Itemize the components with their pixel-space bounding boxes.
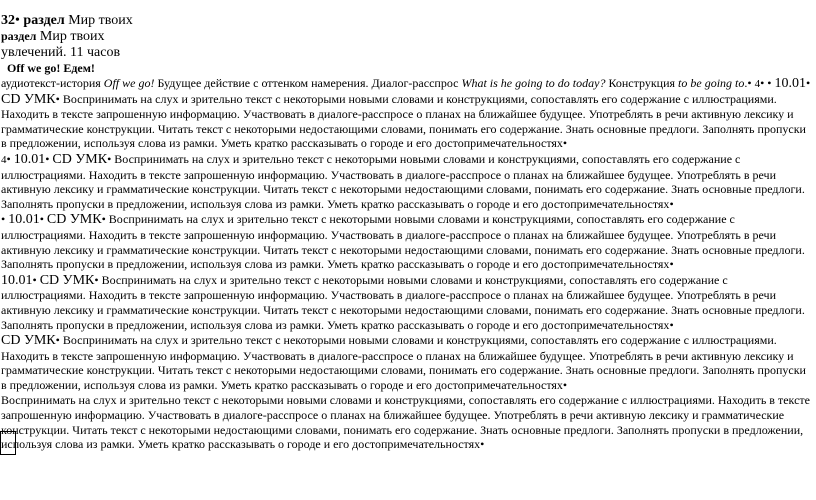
bullet: • <box>6 151 11 166</box>
bullet: • <box>45 151 50 166</box>
date: 10.01 <box>8 212 40 228</box>
bullet: • <box>669 196 674 211</box>
row-paragraph-5 <box>1 393 811 451</box>
date: 10.01 <box>13 151 46 167</box>
row-paragraph-3 <box>1 273 811 332</box>
bullet: • <box>562 136 568 151</box>
table-cell-border <box>0 431 16 455</box>
activity-description: Воспринимать на слух и зрительно текст с некоторыми новыми словами и конструкциями, сопоставлять его содержание с иллюстрациями. Находить в тексте запрошенную информацию. Участвовать в диалоге-расспросе о планах на ближайшее будущее. Употреблять в речи активную лексику и грамматические конструкции. Читать текст с некоторыми недостающими словами, понимать его содержание. Знать основные предлоги. Заполнять пропуски в предложении, используя слова из рамки. Уметь кратко рассказывать о городе и его достопримечательностях <box>1 151 805 211</box>
activity-description: Воспринимать на слух и зрительно текст с некоторыми новыми словами и конструкциями, сопоставлять его содержание с иллюстрациями. Находить в тексте запрошенную информацию. Участвовать в диалоге-расспросе о планах на ближайшее будущее. Употреблять в речи активную лексику и грамматические конструкции. Читать текст с некоторыми недостающими словами, понимать его содержание. Знать основные предлоги. Заполнять пропуски в предложении, используя слова из рамки. Уметь кратко рассказывать о городе и его достопримечательностях <box>1 91 806 151</box>
bullet: • <box>747 76 752 90</box>
date: 10.01 <box>774 76 806 91</box>
header-line-2 <box>1 28 811 45</box>
bullet: • <box>760 76 765 90</box>
section-word-2: раздел <box>1 29 37 43</box>
resource: CD УМК <box>52 151 108 167</box>
resource: CD УМК <box>39 272 95 288</box>
activity-description: Воспринимать на слух и зрительно текст с некоторыми новыми словами и конструкциями, сопоставлять его содержание с иллюстрациями. Находить в тексте запрошенную информацию. Участвовать в диалоге-расспросе о планах на ближайшее будущее. Употреблять в речи активную лексику и грамматические конструкции. Читать текст с некоторыми недостающими словами, понимать его содержание. Знать основные предлоги. Заполнять пропуски в предложении, используя слова из рамки. Уметь кратко рассказывать о городе и его достопримечательностях <box>1 272 805 332</box>
row-paragraph-1 <box>1 152 811 211</box>
intro-text-a: аудиотекст-история <box>1 76 101 90</box>
intro-text-g: . <box>744 76 748 90</box>
row-paragraph-2 <box>1 212 811 271</box>
header-line-3: увлечений. 11 часов <box>1 45 121 60</box>
bullet: • <box>805 76 811 90</box>
section-word: раздел <box>23 13 65 28</box>
bullet: • <box>480 437 485 452</box>
section-title: Мир твоих <box>68 13 133 28</box>
lesson-number: 32 <box>1 13 15 28</box>
intro-text-c: Будущее действие с оттенком намерения. Диалог-расспрос <box>157 76 459 90</box>
intro-paragraph <box>1 76 811 151</box>
bullet: • <box>101 212 106 227</box>
document-body <box>1 13 811 453</box>
bullet: • <box>39 212 44 227</box>
activity-description: Воспринимать на слух и зрительно текст с некоторыми новыми словами и конструкциями, сопоставлять его содержание с иллюстрациями. Находить в тексте запрошенную информацию. Участвовать в диалоге-расспросе о планах на ближайшее будущее. Употреблять в речи активную лексику и грамматические конструкции. Читать текст с некоторыми недостающими словами, понимать его содержание. Знать основные предлоги. Заполнять пропуски в предложении, используя слова из рамки. Уметь кратко рассказывать о городе и его достопримечательностях <box>1 393 810 452</box>
bullet: • <box>55 91 60 106</box>
lesson-subtitle: Off we go! Едем! <box>7 61 95 75</box>
section-title-2: Мир твоих <box>39 29 105 44</box>
activity-description: Воспринимать на слух и зрительно текст с некоторыми новыми словами и конструкциями, сопоставлять его содержание с иллюстрациями. Находить в тексте запрошенную информацию. Участвовать в диалоге-расспросе о планах на ближайшее будущее. Употреблять в речи активную лексику и грамматические конструкции. Читать текст с некоторыми недостающими словами, понимать его содержание. Знать основные предлоги. Заполнять пропуски в предложении, используя слова из рамки. Уметь кратко рассказывать о городе и его достопримечательностях <box>1 333 806 392</box>
bullet: • <box>1 212 6 227</box>
hours-count: 4 <box>1 153 7 166</box>
bullet: • <box>669 317 674 332</box>
intro-text-f: to be going to <box>678 76 745 90</box>
bullet: • <box>55 333 60 348</box>
resource: CD УМК <box>46 212 102 228</box>
intro-text-b: Off we go! <box>103 76 155 90</box>
resource: CD УМК <box>1 333 56 349</box>
resource: CD УМК <box>1 91 56 107</box>
bullet: • <box>767 76 772 90</box>
bullet: • <box>669 257 674 272</box>
bullet: • <box>15 13 20 28</box>
bullet: • <box>107 151 112 166</box>
activity-description: Воспринимать на слух и зрительно текст с некоторыми новыми словами и конструкциями, сопоставлять его содержание с иллюстрациями. Находить в тексте запрошенную информацию. Участвовать в диалоге-расспросе о планах на ближайшее будущее. Употреблять в речи активную лексику и грамматические конструкции. Читать текст с некоторыми недостающими словами, понимать его содержание. Знать основные предлоги. Заполнять пропуски в предложении, используя слова из рамки. Уметь кратко рассказывать о городе и его достопримечательностях <box>1 212 805 272</box>
row-paragraph-4 <box>1 333 811 392</box>
date: 10.01 <box>1 272 33 288</box>
bullet: • <box>562 377 568 392</box>
intro-text-d: What is he going to do today? <box>461 76 606 90</box>
intro-text-e: Конструкция <box>608 76 676 90</box>
hours-count: 4 <box>754 78 761 90</box>
header-line-1 <box>1 13 811 28</box>
bullet: • <box>94 272 99 287</box>
bullet: • <box>32 272 37 287</box>
